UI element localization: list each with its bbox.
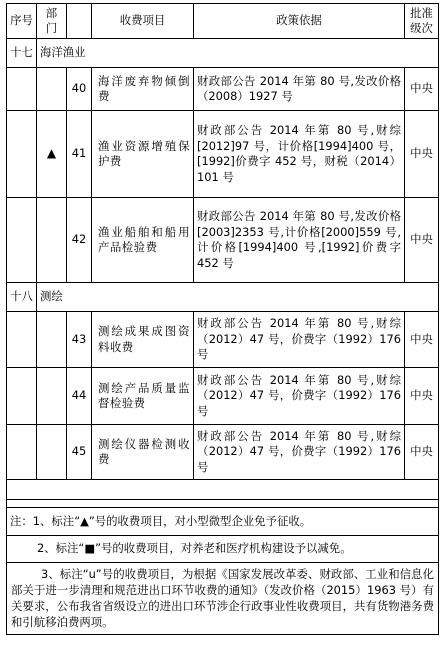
blank-row [7,480,439,500]
note-row [7,508,439,536]
table-row [7,425,439,480]
item-number: 44 [67,368,92,425]
section-name: 海洋渔业 [37,39,439,68]
item-name: 测绘仪器检测收费 [92,425,194,480]
note-2: 2、标注“■”号的收费项目，对养老和医疗机构建设予以减免。 [7,536,439,563]
item-level: 中央 [405,111,439,198]
note-3: 3、标注“u”号的收费项目，为根据《国家发展改革委、财政部、工业和信息化部关于进一步清理和规范进出口环节收费的通知》（发改价格（2015）1963 号）有关要求，公布我省省级设立的进出口环节涉企行政事业性收费项目，共有货物港务费和引航移泊费两项。 [7,563,439,635]
mark-cell [37,68,67,111]
note-row [7,536,439,563]
section-seq: 十七 [7,39,37,68]
item-level: 中央 [405,198,439,283]
header-item: 收费项目 [92,4,194,39]
item-name: 渔业资源增殖保护费 [92,111,194,198]
header-seq: 序号 [7,4,37,39]
header-basis: 政策依据 [194,4,405,39]
mark-cell [37,425,67,480]
item-basis: 财政部公告 2014 年第 80 号,发改价格（2008）1927 号 [194,68,405,111]
item-name: 测绘成果成图资料收费 [92,312,194,368]
blank-row [7,500,439,508]
item-number: 41 [67,111,92,198]
item-name: 渔业船舶和船用产品检验费 [92,198,194,283]
mark-cell: ▲ [37,111,67,198]
item-level: 中央 [405,368,439,425]
item-name: 海洋废弃物倾倒费 [92,68,194,111]
fee-table [6,3,439,635]
item-basis: 财政部公告 2014 年第 80 号,财综（2012）47 号，价费字（1992）176 号 [194,425,405,480]
table-row [7,111,439,198]
note-row [7,563,439,635]
item-level: 中央 [405,68,439,111]
header-blank [67,4,92,39]
item-number: 40 [67,68,92,111]
item-level: 中央 [405,425,439,480]
table-row [7,198,439,283]
item-basis: 财政部公告 2014 年第 80 号,发改价格[2003]2353 号,计价格[2000]559 号,计价格[1994]400 号,[1992]价费字 452 号 [194,198,405,283]
section-name: 测绘 [37,283,439,312]
item-name: 测绘产品质量监督检验费 [92,368,194,425]
mark-cell [37,312,67,368]
item-level: 中央 [405,312,439,368]
section-row [7,39,439,68]
section-row [7,283,439,312]
header-row [7,4,439,39]
header-level: 批准级次 [405,4,439,39]
section-seq: 十八 [7,283,37,312]
table-row [7,312,439,368]
mark-cell [37,198,67,283]
table-row [7,368,439,425]
item-number: 43 [67,312,92,368]
item-basis: 财政部公告 2014 年第 80 号,财综（2012）47 号，价费字（1992）176 号 [194,312,405,368]
note-1: 注：1、标注“▲”号的收费项目，对小型微型企业免予征收。 [7,508,439,536]
item-number: 45 [67,425,92,480]
mark-cell [37,368,67,425]
item-basis: 财政部公告 2014 年第 80 号,财综[2012]97 号，计价格[1994]400 号，[1992]价费字 452 号，财税（2014）101 号 [194,111,405,198]
item-basis: 财政部公告 2014 年第 80 号,财综（2012）47 号，价费字（1992）176 号 [194,368,405,425]
header-dept: 部门 [37,4,67,39]
table-row [7,68,439,111]
item-number: 42 [67,198,92,283]
